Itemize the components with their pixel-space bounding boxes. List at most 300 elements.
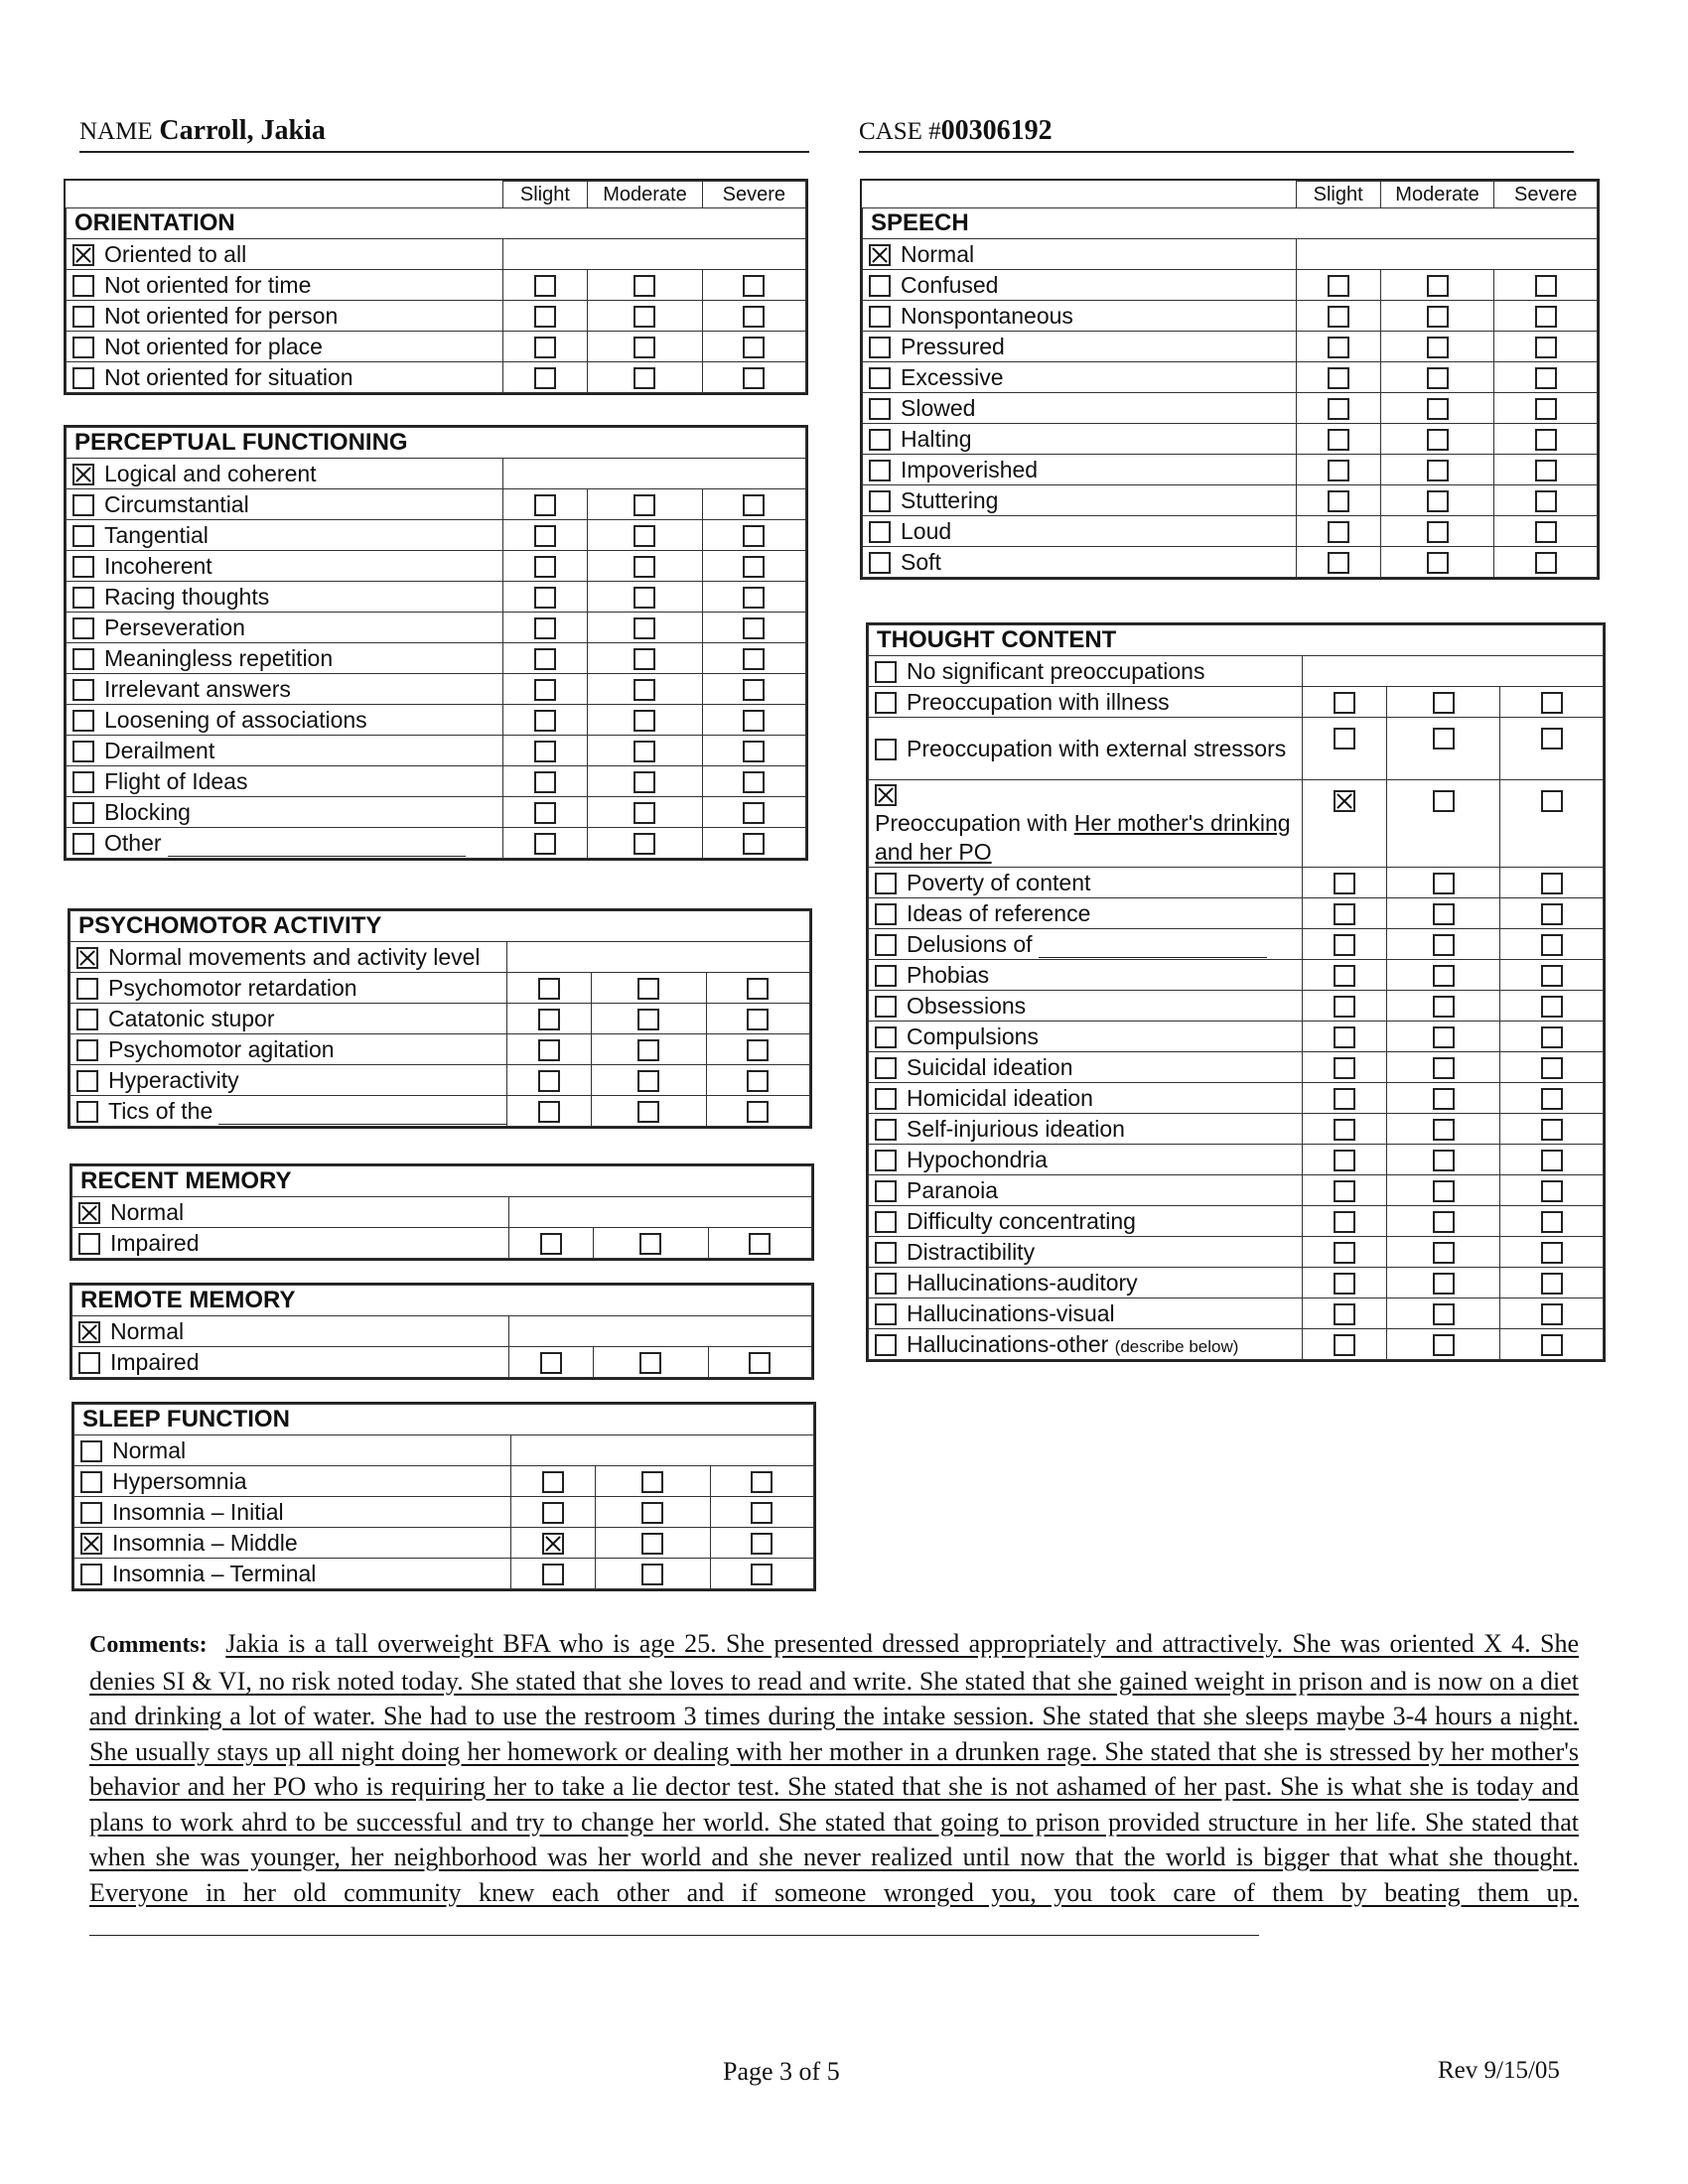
checkbox-normal[interactable]	[869, 244, 891, 266]
severity-moderate-checkbox[interactable]	[633, 679, 655, 701]
checkbox-not-oriented-for-situation[interactable]	[72, 367, 94, 389]
orientation-heading: ORIENTATION	[67, 208, 503, 239]
checkbox-not-oriented-for-time[interactable]	[72, 275, 94, 297]
severity-severe-checkbox[interactable]	[1541, 1334, 1563, 1356]
severity-slight-checkbox[interactable]	[1328, 275, 1349, 297]
severity-slight-checkbox[interactable]	[1328, 521, 1349, 543]
severity-slight-checkbox[interactable]	[534, 494, 556, 516]
item-label: Halting	[901, 425, 972, 452]
severity-slight-checkbox[interactable]	[534, 771, 556, 793]
severity-slight-checkbox[interactable]	[1334, 1273, 1355, 1295]
checkbox-pressured[interactable]	[869, 337, 891, 358]
severity-slight-checkbox[interactable]	[1328, 367, 1349, 389]
severity-severe-checkbox[interactable]	[1541, 1057, 1563, 1079]
checkbox-circumstantial[interactable]	[72, 494, 94, 516]
severity-moderate-checkbox[interactable]	[633, 617, 655, 639]
checkbox-oriented-to-all[interactable]	[72, 244, 94, 266]
checkbox-hallucinations-other[interactable]	[875, 1334, 897, 1356]
severity-moderate-checkbox[interactable]	[1427, 306, 1449, 328]
item-label: Psychomotor agitation	[108, 1035, 335, 1062]
case-value: 00306192	[940, 115, 1053, 146]
checkbox-hallucinations-visual[interactable]	[875, 1303, 897, 1325]
severity-slight-checkbox[interactable]	[542, 1564, 564, 1585]
severity-severe-checkbox[interactable]	[751, 1471, 773, 1493]
item-label: Hallucinations-other	[907, 1330, 1109, 1357]
checkbox-irrelevant-answers[interactable]	[72, 679, 94, 701]
severity-slight-checkbox[interactable]	[534, 337, 556, 358]
severity-slight-checkbox[interactable]	[1334, 1242, 1355, 1264]
severity-moderate-checkbox[interactable]	[633, 556, 655, 578]
severity-slight-checkbox[interactable]	[1334, 934, 1355, 956]
checkbox-loud[interactable]	[869, 521, 891, 543]
checklist-row	[74, 1497, 814, 1528]
severity-moderate-checkbox[interactable]	[1433, 1150, 1455, 1171]
severity-severe-checkbox[interactable]	[1535, 521, 1557, 543]
checkbox-other[interactable]	[72, 833, 94, 855]
checklist-row	[74, 1435, 814, 1466]
severity-slight-checkbox[interactable]	[534, 275, 556, 297]
checklist-row	[70, 973, 810, 1004]
severity-moderate-checkbox[interactable]	[639, 1352, 661, 1374]
severity-severe-checkbox[interactable]	[1541, 1026, 1563, 1048]
fill-in-value[interactable]: Her mother's drinking and her PO	[875, 810, 1291, 865]
severity-slight-checkbox[interactable]	[542, 1502, 564, 1524]
severity-severe-checkbox[interactable]	[1535, 337, 1557, 358]
item-label: Loud	[901, 517, 952, 544]
column-header-severe: Severe	[1494, 182, 1598, 208]
checkbox-hypersomnia[interactable]	[80, 1471, 102, 1493]
item-label: Hypersomnia	[112, 1467, 247, 1494]
blank-fill-line[interactable]	[168, 838, 466, 857]
severity-moderate-checkbox[interactable]	[633, 525, 655, 547]
severity-slight-checkbox[interactable]	[540, 1352, 562, 1374]
checkbox-impaired[interactable]	[78, 1233, 100, 1255]
checkbox-normal[interactable]	[78, 1202, 100, 1224]
severity-severe-checkbox[interactable]	[743, 617, 765, 639]
item-label: Meaningless repetition	[104, 644, 334, 671]
severity-severe-checkbox[interactable]	[1535, 490, 1557, 512]
severity-moderate-checkbox[interactable]	[1433, 728, 1455, 750]
checkbox-loosening-of-associations[interactable]	[72, 710, 94, 732]
checkbox-obsessions[interactable]	[875, 996, 897, 1018]
severity-slight-checkbox[interactable]	[1328, 490, 1349, 512]
item-label: Impaired	[110, 1229, 200, 1256]
severity-severe-checkbox[interactable]	[743, 741, 765, 762]
severity-moderate-checkbox[interactable]	[1433, 1119, 1455, 1141]
checkbox-distractibility[interactable]	[875, 1242, 897, 1264]
severity-slight-checkbox[interactable]	[534, 833, 556, 855]
severity-moderate-checkbox[interactable]	[1433, 1180, 1455, 1202]
severity-severe-checkbox[interactable]	[1535, 460, 1557, 481]
checklist-row	[74, 1466, 814, 1497]
severity-severe-checkbox[interactable]	[1541, 1180, 1563, 1202]
severity-moderate-checkbox[interactable]	[641, 1471, 663, 1493]
checkbox-tics-of-the[interactable]	[76, 1101, 98, 1123]
checkbox-nonspontaneous[interactable]	[869, 306, 891, 328]
severity-moderate-checkbox[interactable]	[637, 978, 659, 1000]
item-label: Not oriented for place	[104, 333, 323, 359]
severity-severe-checkbox[interactable]	[1541, 1273, 1563, 1295]
checkbox-not-oriented-for-person[interactable]	[72, 306, 94, 328]
blank-fill-line[interactable]	[1039, 939, 1267, 958]
checkbox-hyperactivity[interactable]	[76, 1070, 98, 1092]
comments-block	[89, 1626, 1579, 1946]
severity-severe-checkbox[interactable]	[749, 1352, 771, 1374]
severity-slight-checkbox[interactable]	[1334, 790, 1355, 812]
severity-severe-checkbox[interactable]	[1541, 728, 1563, 750]
severity-moderate-checkbox[interactable]	[633, 306, 655, 328]
severity-moderate-checkbox[interactable]	[633, 648, 655, 670]
severity-slight-checkbox[interactable]	[534, 617, 556, 639]
checkbox-logical-and-coherent[interactable]	[72, 464, 94, 485]
severity-slight-checkbox[interactable]	[1334, 903, 1355, 925]
checklist-row	[863, 362, 1598, 393]
severity-severe-checkbox[interactable]	[1535, 552, 1557, 574]
severity-severe-checkbox[interactable]	[743, 494, 765, 516]
checkbox-perseveration[interactable]	[72, 617, 94, 639]
severity-severe-checkbox[interactable]	[1541, 903, 1563, 925]
severity-moderate-checkbox[interactable]	[1433, 996, 1455, 1018]
severity-severe-checkbox[interactable]	[1541, 1242, 1563, 1264]
severity-severe-checkbox[interactable]	[747, 1101, 769, 1123]
orientation-section	[64, 179, 808, 395]
item-label: Obsessions	[907, 992, 1027, 1019]
severity-severe-checkbox[interactable]	[1541, 1088, 1563, 1110]
severity-moderate-checkbox[interactable]	[633, 337, 655, 358]
severity-moderate-checkbox[interactable]	[1427, 398, 1449, 420]
severity-severe-checkbox[interactable]	[1535, 429, 1557, 451]
severity-severe-checkbox[interactable]	[1541, 1303, 1563, 1325]
severity-severe-checkbox[interactable]	[1541, 692, 1563, 714]
checklist-row	[67, 674, 806, 705]
severity-severe-checkbox[interactable]	[1541, 934, 1563, 956]
severity-severe-checkbox[interactable]	[747, 1039, 769, 1061]
item-label: Impaired	[110, 1348, 200, 1375]
severity-slight-checkbox[interactable]	[538, 1101, 560, 1123]
severity-slight-checkbox[interactable]	[534, 741, 556, 762]
checkbox-confused[interactable]	[869, 275, 891, 297]
checkbox-phobias[interactable]	[875, 965, 897, 987]
checklist-row	[67, 332, 806, 362]
checkbox-no-significant-preoccupations[interactable]	[875, 661, 897, 683]
checkbox-ideas-of-reference[interactable]	[875, 903, 897, 925]
checkbox-insomnia-terminal[interactable]	[80, 1564, 102, 1585]
checklist-row	[72, 1228, 812, 1259]
checkbox-impaired[interactable]	[78, 1352, 100, 1374]
severity-moderate-checkbox[interactable]	[637, 1039, 659, 1061]
severity-moderate-checkbox[interactable]	[1433, 1057, 1455, 1079]
severity-slight-checkbox[interactable]	[540, 1233, 562, 1255]
comments-label: Comments:	[89, 1632, 208, 1658]
severity-moderate-checkbox[interactable]	[641, 1533, 663, 1555]
remote-memory-heading: REMOTE MEMORY	[72, 1286, 509, 1316]
severity-severe-checkbox[interactable]	[1535, 398, 1557, 420]
severity-moderate-checkbox[interactable]	[641, 1564, 663, 1585]
severity-slight-checkbox[interactable]	[1334, 1119, 1355, 1141]
severity-moderate-checkbox[interactable]	[641, 1502, 663, 1524]
severity-moderate-checkbox[interactable]	[633, 802, 655, 824]
checklist-row	[869, 1237, 1604, 1268]
severity-moderate-checkbox[interactable]	[1433, 873, 1455, 894]
checkbox-compulsions[interactable]	[875, 1026, 897, 1048]
severity-slight-checkbox[interactable]	[538, 1070, 560, 1092]
severity-severe-checkbox[interactable]	[747, 1009, 769, 1030]
severity-moderate-checkbox[interactable]	[1433, 1026, 1455, 1048]
severity-moderate-checkbox[interactable]	[1433, 903, 1455, 925]
severity-severe-checkbox[interactable]	[751, 1533, 773, 1555]
severity-severe-checkbox[interactable]	[1541, 1211, 1563, 1233]
severity-moderate-checkbox[interactable]	[1427, 429, 1449, 451]
speech-section	[860, 179, 1600, 580]
severity-moderate-checkbox[interactable]	[633, 367, 655, 389]
severity-severe-checkbox[interactable]	[743, 587, 765, 609]
checkbox-stuttering[interactable]	[869, 490, 891, 512]
item-label: Confused	[901, 271, 999, 298]
severity-severe-checkbox[interactable]	[1541, 873, 1563, 894]
checkbox-paranoia[interactable]	[875, 1180, 897, 1202]
severity-slight-checkbox[interactable]	[538, 978, 560, 1000]
severity-slight-checkbox[interactable]	[534, 367, 556, 389]
checklist-row	[67, 489, 806, 520]
checkbox-psychomotor-retardation[interactable]	[76, 978, 98, 1000]
checkbox-normal[interactable]	[80, 1440, 102, 1462]
checkbox-normal[interactable]	[78, 1321, 100, 1343]
blank-fill-line[interactable]	[218, 1106, 506, 1125]
item-label: Preoccupation with illness	[907, 688, 1170, 715]
severity-slight-checkbox[interactable]	[1334, 1303, 1355, 1325]
item-label: Hyperactivity	[108, 1066, 239, 1093]
severity-slight-checkbox[interactable]	[534, 306, 556, 328]
checkbox-catatonic-stupor[interactable]	[76, 1009, 98, 1030]
item-label: Insomnia – Terminal	[112, 1560, 317, 1586]
severity-moderate-checkbox[interactable]	[1433, 1088, 1455, 1110]
severity-severe-checkbox[interactable]	[1535, 367, 1557, 389]
item-label: Preoccupation with	[875, 810, 1068, 836]
severity-moderate-checkbox[interactable]	[633, 494, 655, 516]
severity-slight-checkbox[interactable]	[534, 710, 556, 732]
item-label: Loosening of associations	[104, 706, 367, 733]
severity-severe-checkbox[interactable]	[747, 978, 769, 1000]
checklist-row	[67, 301, 806, 332]
checkbox-suicidal-ideation[interactable]	[875, 1057, 897, 1079]
severity-severe-checkbox[interactable]	[747, 1070, 769, 1092]
checklist-row	[67, 520, 806, 551]
severity-moderate-checkbox[interactable]	[1433, 1303, 1455, 1325]
severity-moderate-checkbox[interactable]	[1433, 1242, 1455, 1264]
severity-moderate-checkbox[interactable]	[1427, 337, 1449, 358]
checkbox-not-oriented-for-place[interactable]	[72, 337, 94, 358]
severity-moderate-checkbox[interactable]	[633, 833, 655, 855]
checkbox-insomnia-initial[interactable]	[80, 1502, 102, 1524]
severity-severe-checkbox[interactable]	[743, 802, 765, 824]
checklist-row	[869, 960, 1604, 991]
case-field	[859, 115, 1574, 147]
severity-moderate-checkbox[interactable]	[1433, 1273, 1455, 1295]
checkbox-soft[interactable]	[869, 552, 891, 574]
name-field	[79, 115, 809, 147]
severity-moderate-checkbox[interactable]	[1433, 692, 1455, 714]
checkbox-tangential[interactable]	[72, 525, 94, 547]
checkbox-halting[interactable]	[869, 429, 891, 451]
checklist-row	[74, 1528, 814, 1559]
severity-slight-checkbox[interactable]	[538, 1039, 560, 1061]
checkbox-blocking[interactable]	[72, 802, 94, 824]
item-note: (describe below)	[1114, 1336, 1239, 1356]
severity-moderate-checkbox[interactable]	[633, 587, 655, 609]
checklist-row	[70, 1034, 810, 1065]
severity-severe-checkbox[interactable]	[751, 1564, 773, 1585]
severity-moderate-checkbox[interactable]	[1427, 460, 1449, 481]
checklist-row	[869, 656, 1604, 687]
checkbox-impoverished[interactable]	[869, 460, 891, 481]
item-label: Normal	[110, 1317, 185, 1344]
severity-slight-checkbox[interactable]	[1328, 306, 1349, 328]
severity-severe-checkbox[interactable]	[743, 306, 765, 328]
checklist-row	[869, 1329, 1604, 1360]
severity-slight-checkbox[interactable]	[1334, 1026, 1355, 1048]
severity-moderate-checkbox[interactable]	[633, 771, 655, 793]
severity-severe-checkbox[interactable]	[743, 771, 765, 793]
item-label: Compulsions	[907, 1023, 1039, 1049]
severity-slight-checkbox[interactable]	[1328, 398, 1349, 420]
checkbox-flight-of-ideas[interactable]	[72, 771, 94, 793]
severity-slight-checkbox[interactable]	[542, 1533, 564, 1555]
severity-slight-checkbox[interactable]	[542, 1471, 564, 1493]
severity-slight-checkbox[interactable]	[534, 587, 556, 609]
checkbox-normal-movements-and-activity-level[interactable]	[76, 947, 98, 969]
checklist-row	[863, 270, 1598, 301]
severity-moderate-checkbox[interactable]	[1433, 934, 1455, 956]
item-label: Delusions of	[907, 930, 1033, 957]
checkbox-self-injurious-ideation[interactable]	[875, 1119, 897, 1141]
severity-severe-checkbox[interactable]	[749, 1233, 771, 1255]
checklist-row	[869, 991, 1604, 1022]
item-label: Slowed	[901, 394, 976, 421]
checkbox-delusions-of[interactable]	[875, 934, 897, 956]
severity-moderate-checkbox[interactable]	[633, 741, 655, 762]
severity-moderate-checkbox[interactable]	[1427, 490, 1449, 512]
severity-slight-checkbox[interactable]	[1328, 429, 1349, 451]
checkbox-racing-thoughts[interactable]	[72, 587, 94, 609]
severity-slight-checkbox[interactable]	[1334, 1334, 1355, 1356]
severity-severe-checkbox[interactable]	[743, 367, 765, 389]
severity-severe-checkbox[interactable]	[1541, 1119, 1563, 1141]
severity-severe-checkbox[interactable]	[1541, 1150, 1563, 1171]
severity-slight-checkbox[interactable]	[1334, 728, 1355, 750]
item-label: Irrelevant answers	[104, 675, 291, 702]
severity-severe-checkbox[interactable]	[743, 710, 765, 732]
severity-slight-checkbox[interactable]	[534, 525, 556, 547]
severity-moderate-checkbox[interactable]	[637, 1101, 659, 1123]
severity-moderate-checkbox[interactable]	[633, 275, 655, 297]
severity-severe-checkbox[interactable]	[743, 525, 765, 547]
severity-moderate-checkbox[interactable]	[1433, 1334, 1455, 1356]
checkbox-homicidal-ideation[interactable]	[875, 1088, 897, 1110]
checklist-row	[869, 1206, 1604, 1237]
severity-severe-checkbox[interactable]	[1535, 275, 1557, 297]
checkbox-insomnia-middle[interactable]	[80, 1533, 102, 1555]
severity-slight-checkbox[interactable]	[1334, 1180, 1355, 1202]
checkbox-preoccupation-with-illness[interactable]	[875, 692, 897, 714]
severity-slight-checkbox[interactable]	[1334, 1211, 1355, 1233]
item-label: Psychomotor retardation	[108, 974, 357, 1001]
severity-moderate-checkbox[interactable]	[637, 1009, 659, 1030]
checkbox-preoccupation-with[interactable]	[875, 784, 897, 806]
severity-slight-checkbox[interactable]	[1334, 1150, 1355, 1171]
severity-slight-checkbox[interactable]	[538, 1009, 560, 1030]
item-label: Catatonic stupor	[108, 1005, 275, 1031]
checkbox-psychomotor-agitation[interactable]	[76, 1039, 98, 1061]
severity-slight-checkbox[interactable]	[534, 648, 556, 670]
checklist-row	[869, 718, 1604, 780]
severity-moderate-checkbox[interactable]	[637, 1070, 659, 1092]
severity-slight-checkbox[interactable]	[534, 802, 556, 824]
perceptual-section	[64, 425, 808, 861]
severity-moderate-checkbox[interactable]	[1427, 521, 1449, 543]
severity-slight-checkbox[interactable]	[1334, 1088, 1355, 1110]
checklist-row	[863, 332, 1598, 362]
item-label: Nonspontaneous	[901, 302, 1073, 329]
severity-severe-checkbox[interactable]	[743, 337, 765, 358]
severity-slight-checkbox[interactable]	[1334, 965, 1355, 987]
severity-slight-checkbox[interactable]	[1334, 873, 1355, 894]
severity-severe-checkbox[interactable]	[1541, 965, 1563, 987]
checkbox-meaningless-repetition[interactable]	[72, 648, 94, 670]
checklist-row	[70, 1004, 810, 1034]
severity-severe-checkbox[interactable]	[743, 679, 765, 701]
item-label: Pressured	[901, 333, 1005, 359]
severity-severe-checkbox[interactable]	[743, 275, 765, 297]
checklist-row	[67, 797, 806, 828]
severity-severe-checkbox[interactable]	[751, 1502, 773, 1524]
severity-severe-checkbox[interactable]	[1541, 790, 1563, 812]
item-label: Blocking	[104, 798, 191, 825]
checkbox-poverty-of-content[interactable]	[875, 873, 897, 894]
severity-severe-checkbox[interactable]	[743, 648, 765, 670]
checkbox-excessive[interactable]	[869, 367, 891, 389]
checkbox-difficulty-concentrating[interactable]	[875, 1211, 897, 1233]
checklist-row	[869, 898, 1604, 929]
checkbox-slowed[interactable]	[869, 398, 891, 420]
severity-moderate-checkbox[interactable]	[1427, 552, 1449, 574]
severity-severe-checkbox[interactable]	[1541, 996, 1563, 1018]
checkbox-preoccupation-with-external-stressors[interactable]	[875, 739, 897, 760]
severity-moderate-checkbox[interactable]	[1433, 790, 1455, 812]
checkbox-hypochondria[interactable]	[875, 1150, 897, 1171]
severity-moderate-checkbox[interactable]	[639, 1233, 661, 1255]
severity-severe-checkbox[interactable]	[1535, 306, 1557, 328]
severity-slight-checkbox[interactable]	[1334, 996, 1355, 1018]
severity-slight-checkbox[interactable]	[1334, 692, 1355, 714]
severity-slight-checkbox[interactable]	[1328, 460, 1349, 481]
severity-moderate-checkbox[interactable]	[1427, 367, 1449, 389]
checkbox-incoherent[interactable]	[72, 556, 94, 578]
severity-slight-checkbox[interactable]	[534, 556, 556, 578]
checkbox-hallucinations-auditory[interactable]	[875, 1273, 897, 1295]
severity-moderate-checkbox[interactable]	[1433, 965, 1455, 987]
severity-slight-checkbox[interactable]	[534, 679, 556, 701]
severity-severe-checkbox[interactable]	[743, 556, 765, 578]
severity-slight-checkbox[interactable]	[1328, 337, 1349, 358]
severity-severe-checkbox[interactable]	[743, 833, 765, 855]
severity-moderate-checkbox[interactable]	[1433, 1211, 1455, 1233]
checklist-row	[72, 1316, 812, 1347]
checkbox-derailment[interactable]	[72, 741, 94, 762]
severity-moderate-checkbox[interactable]	[1427, 275, 1449, 297]
severity-slight-checkbox[interactable]	[1334, 1057, 1355, 1079]
severity-slight-checkbox[interactable]	[1328, 552, 1349, 574]
severity-moderate-checkbox[interactable]	[633, 710, 655, 732]
